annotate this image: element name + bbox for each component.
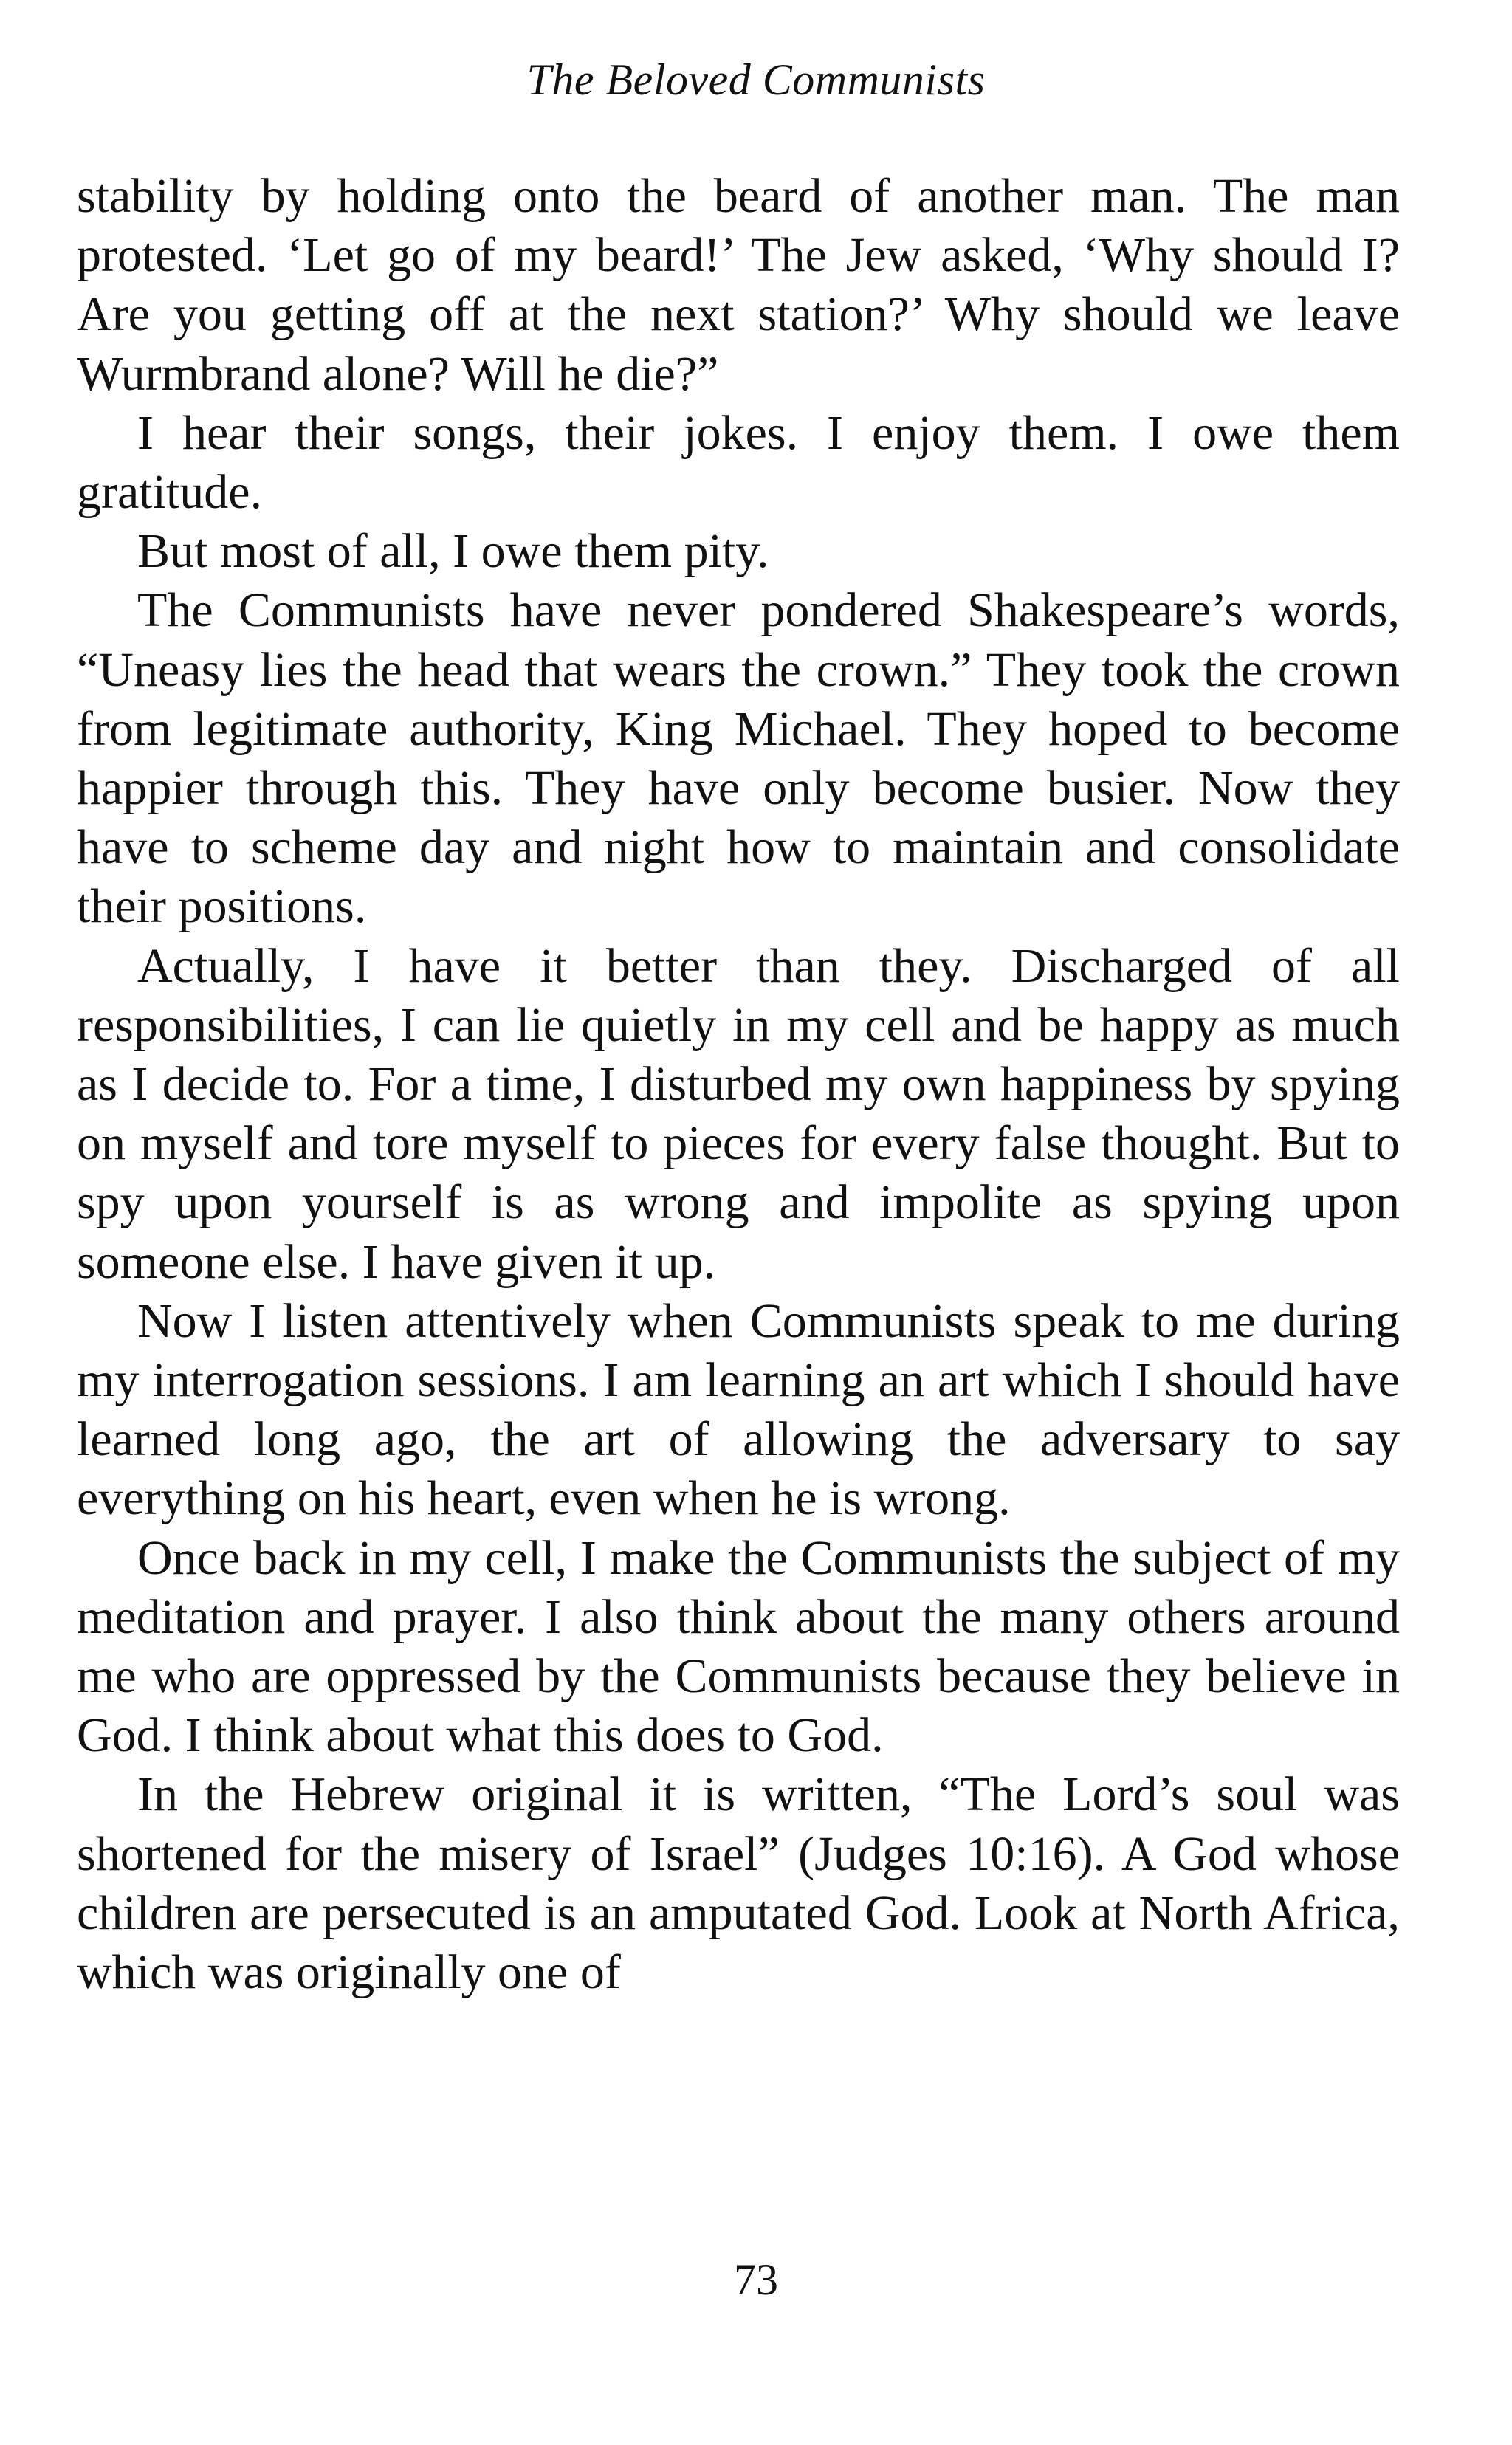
paragraph-pity: But most of all, I owe them pity.	[137, 524, 769, 579]
page-number: 73	[734, 2255, 778, 2304]
paragraph-actually: Actually, I have it better than they. Discharged of all responsibilities, I can lie quietly in my cell and be happy as much as I decide to. For a time, I disturbed my own happiness by spying on myself and tore myself to pieces for every false thought. But to spy upon yourself is as wrong and impolite as spying upon someone else. I have given it up.	[77, 938, 1400, 1289]
running-head: The Beloved Communists	[526, 55, 986, 104]
paragraph-interrogation: Now I listen attentively when Communists speak to me during my interrogation sessions. I am learning an art which I should have learned long ago, the art of allowing the adversary to say everything on his heart, even when he is wrong.	[77, 1293, 1400, 1526]
paragraph-shakespeare: The Communists have never pondered Shakespeare’s words, “Uneasy lies the head that wears the crown.” They took the crown from legitimate authority, King Michael. They hoped to become happier through this. They have only become busier. Now they have to scheme day and night how to maintain and consolidate their positions.	[77, 583, 1400, 934]
paragraph-songs: I hear their songs, their jokes. I enjoy them. I owe them gratitude.	[77, 405, 1400, 520]
paragraph-hebrew: In the Hebrew original it is written, “The Lord’s soul was shortened for the misery of Israel” (Judges 10:16). A God whose children are persecuted is an amputated God. Look at North Africa, which was originally one of	[77, 1767, 1400, 2000]
body-text	[77, 167, 1400, 2002]
paragraph-meditation: Once back in my cell, I make the Communists the subject of my meditation and prayer. I also think about the many others around me who are oppressed by the Communists because they believe in God. I think about what this does to God.	[77, 1530, 1400, 1763]
paragraph-continued: stability by holding onto the beard of another man. The man protested. ‘Let go of my beard!’ The Jew asked, ‘Why should I? Are you getting off at the next station?’ Why should we leave Wurmbrand alone? Will he die?”	[77, 169, 1400, 401]
